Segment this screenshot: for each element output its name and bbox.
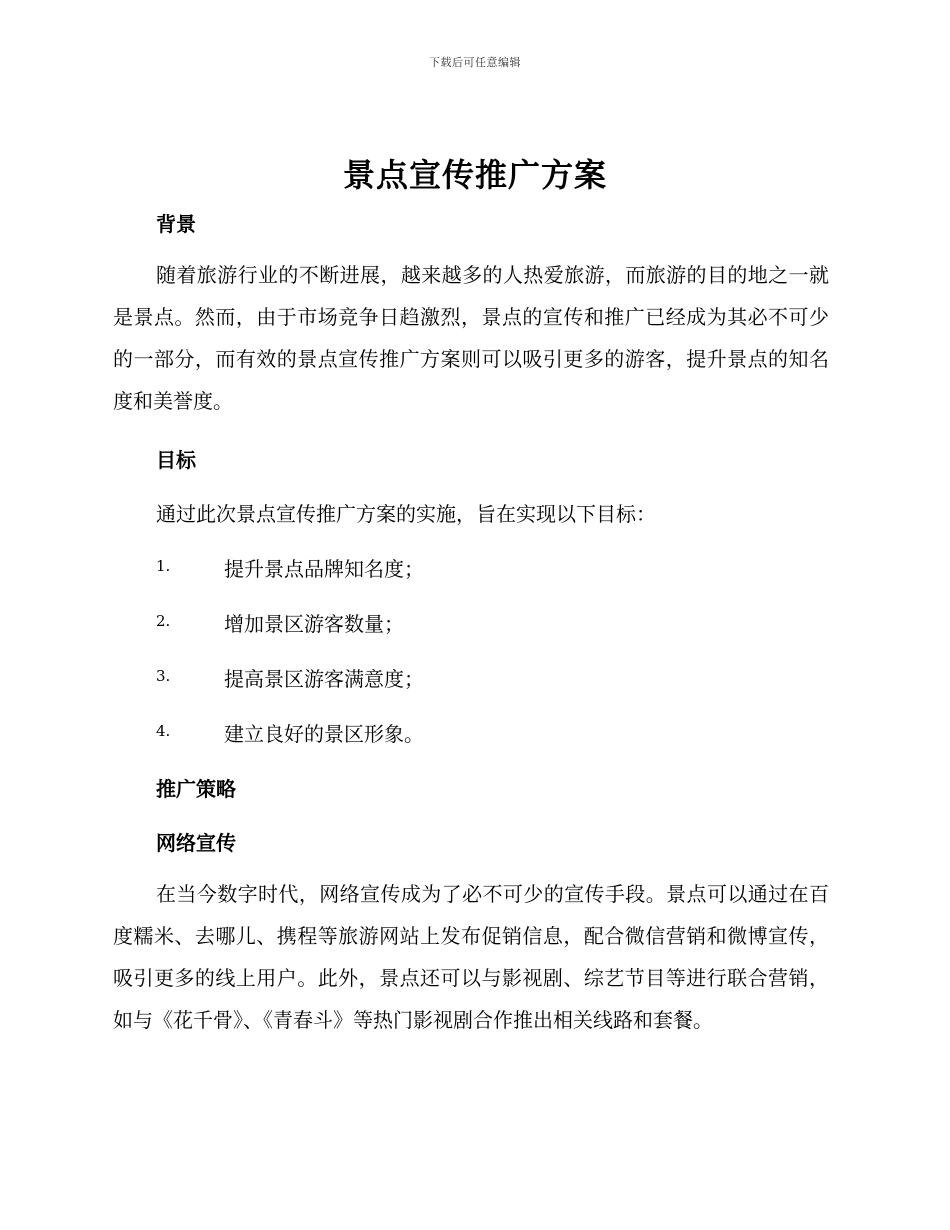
- list-text: 提升景点品牌知名度；: [224, 557, 424, 581]
- list-number: 1.: [156, 557, 171, 575]
- list-text: 提高景区游客满意度；: [224, 667, 424, 691]
- list-item: [156, 663, 756, 691]
- list-text: 增加景区游客数量；: [224, 612, 404, 636]
- document-title: 景点宣传推广方案: [342, 156, 607, 194]
- list-item: [156, 553, 756, 581]
- header-note: 下载后可任意编辑: [429, 56, 521, 69]
- online-paragraph: 在当今数字时代，网络宣传成为了必不可少的宣传手段。景点可以通过在百度糯米、去哪儿、携程等旅游网站上发布促销信息，配合微信营销和微博宣传，吸引更多的线上用户。此外，景点还可以与影视剧、综艺节目等进行联合营销，如与《花千骨》、《青春斗》等热门影视剧合作推出相关线路和套餐。: [113, 882, 829, 1032]
- background-paragraph: 随着旅游行业的不断进展，越来越多的人热爱旅游，而旅游的目的地之一就是景点。然而，由于市场竞争日趋激烈，景点的宣传和推广已经成为其必不可少的一部分，而有效的景点宣传推广方案则可以吸引更多的游客，提升景点的知名度和美誉度。: [113, 263, 829, 413]
- list-item: [156, 718, 756, 746]
- list-number: 2.: [156, 612, 171, 630]
- list-text: 建立良好的景区形象。: [224, 722, 424, 746]
- section-heading-background: 背景: [156, 212, 196, 236]
- list-item: [156, 608, 756, 636]
- list-number: 3.: [156, 667, 171, 685]
- list-number: 4.: [156, 722, 171, 740]
- section-heading-strategy: 推广策略: [156, 777, 236, 801]
- section-heading-goals: 目标: [156, 448, 196, 472]
- section-heading-online: 网络宣传: [156, 831, 236, 855]
- goals-intro: 通过此次景点宣传推广方案的实施，旨在实现以下目标：: [156, 502, 656, 526]
